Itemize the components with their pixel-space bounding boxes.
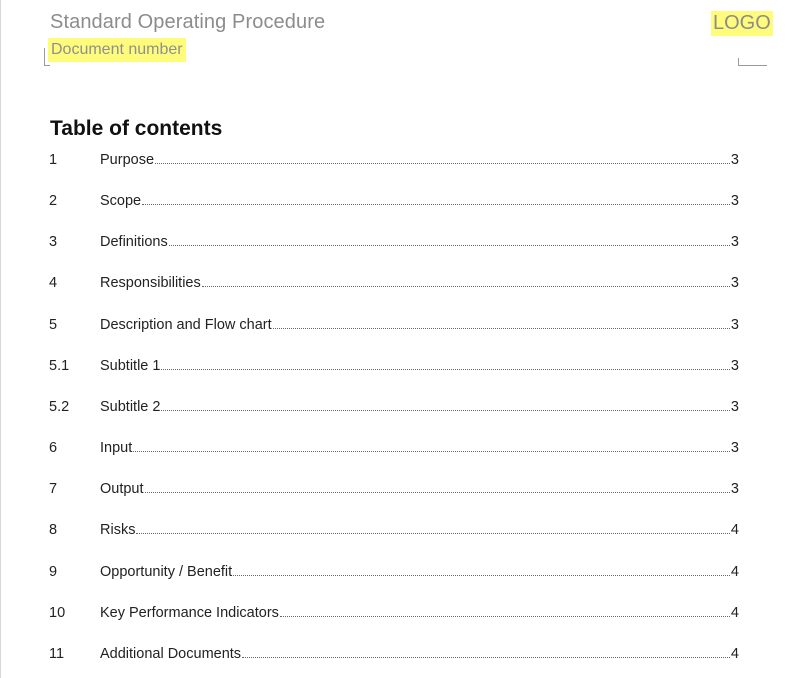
toc-dot-leader <box>169 232 730 246</box>
toc-dot-leader <box>242 644 730 658</box>
toc-entry-number: 5 <box>49 317 58 333</box>
toc-dot-leader <box>145 479 730 493</box>
toc-dot-leader <box>273 315 730 329</box>
toc-entry-number: 5.2 <box>49 399 70 415</box>
toc-entry-number: 3 <box>49 234 58 250</box>
toc-dot-leader <box>161 356 729 370</box>
toc-entry[interactable] <box>49 397 739 417</box>
toc-entry-page[interactable]: 4 <box>730 564 739 580</box>
toc-entry-title[interactable]: Opportunity / Benefit <box>100 564 233 580</box>
toc-entry-title[interactable]: Scope <box>100 193 142 209</box>
toc-entry[interactable] <box>49 479 739 499</box>
toc-entry[interactable] <box>49 520 739 540</box>
toc-entry-number: 7 <box>49 481 58 497</box>
toc-entry-title[interactable]: Key Performance Indicators <box>100 605 279 621</box>
toc-entry-page[interactable]: 3 <box>730 317 739 333</box>
toc-entry-number: 5.1 <box>49 358 70 374</box>
toc-entry[interactable] <box>49 644 739 664</box>
toc-entry-page[interactable]: 4 <box>730 605 739 621</box>
toc-entry-number: 2 <box>49 193 58 209</box>
toc-entry-page[interactable]: 3 <box>730 399 739 415</box>
toc-entry[interactable] <box>49 438 739 458</box>
page-left-edge <box>0 0 1 678</box>
toc-entry-number: 6 <box>49 440 58 456</box>
toc-entry[interactable] <box>49 315 739 335</box>
toc-entry-page[interactable]: 3 <box>730 234 739 250</box>
toc-entry-number: 4 <box>49 275 58 291</box>
toc-entry-page[interactable]: 3 <box>730 481 739 497</box>
toc-dot-leader <box>142 191 730 205</box>
toc-entry-number: 9 <box>49 564 58 580</box>
toc-entry[interactable] <box>49 603 739 623</box>
toc-dot-leader <box>233 562 730 576</box>
toc-entry-page[interactable]: 3 <box>730 152 739 168</box>
toc-dot-leader <box>161 397 729 411</box>
toc-heading: Table of contents <box>50 117 223 140</box>
toc-entry[interactable] <box>49 232 739 252</box>
toc-entry-page[interactable]: 4 <box>730 522 739 538</box>
toc-entry-title[interactable]: Responsibilities <box>100 275 201 291</box>
toc-entry-page[interactable]: 3 <box>730 275 739 291</box>
toc-entry-title[interactable]: Subtitle 1 <box>100 358 161 374</box>
toc-dot-leader <box>136 520 729 534</box>
toc-entry-title[interactable]: Purpose <box>100 152 155 168</box>
toc-dot-leader <box>202 273 730 287</box>
header-corner-mark-right <box>738 58 767 66</box>
toc-entry-title[interactable]: Definitions <box>100 234 168 250</box>
toc-entry-number: 1 <box>49 152 58 168</box>
toc-entry-title[interactable]: Risks <box>100 522 136 538</box>
toc-entry[interactable] <box>49 273 739 293</box>
toc-entry-number: 8 <box>49 522 58 538</box>
toc-entry-page[interactable]: 4 <box>730 646 739 662</box>
toc-entry[interactable] <box>49 562 739 582</box>
toc-entry-title[interactable]: Output <box>100 481 144 497</box>
toc-entry-number: 11 <box>49 646 65 662</box>
toc-dot-leader <box>280 603 730 617</box>
toc-dot-leader <box>155 150 730 164</box>
toc-entry-title[interactable]: Description and Flow chart <box>100 317 272 333</box>
toc-entry-page[interactable]: 3 <box>730 358 739 374</box>
toc-entry[interactable] <box>49 191 739 211</box>
logo-placeholder[interactable]: LOGO <box>713 12 771 34</box>
toc-entry-title[interactable]: Input <box>100 440 133 456</box>
toc-entry-title[interactable]: Subtitle 2 <box>100 399 161 415</box>
toc-entry[interactable] <box>49 150 739 170</box>
toc-dot-leader <box>133 438 730 452</box>
toc-entry-number: 10 <box>49 605 66 621</box>
document-title[interactable]: Standard Operating Procedure <box>50 11 326 33</box>
toc-entry-title[interactable]: Additional Documents <box>100 646 242 662</box>
toc-entry-page[interactable]: 3 <box>730 193 739 209</box>
toc-entry-page[interactable]: 3 <box>730 440 739 456</box>
toc-entry[interactable] <box>49 356 739 376</box>
header-corner-mark-left <box>44 48 50 66</box>
document-number-field[interactable]: Document number <box>48 38 186 62</box>
